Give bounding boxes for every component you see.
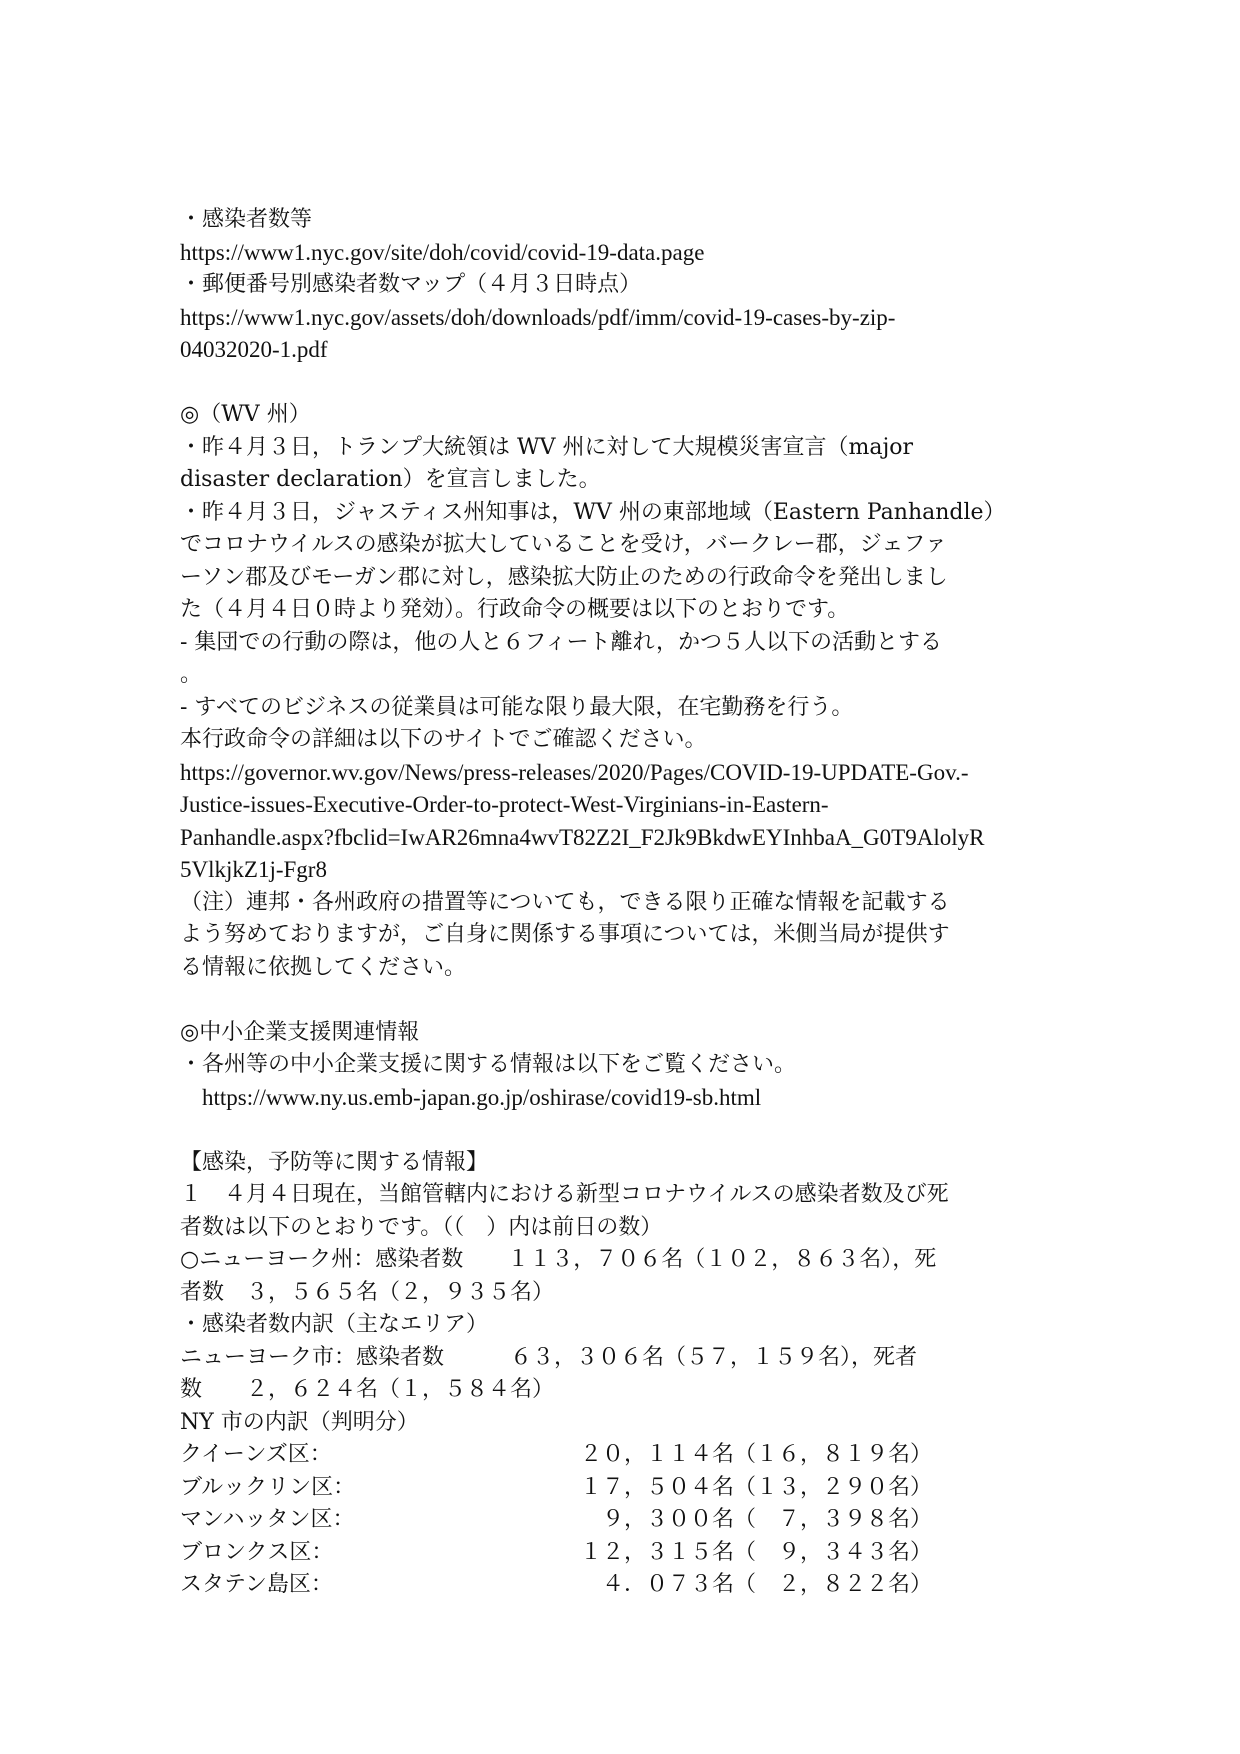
table-row — [180, 1569, 1060, 1602]
borough-count: ９，３００名（ ７，３９８名） — [580, 1507, 933, 1532]
borough-count: １２，３１５名（ ９，３４３名） — [580, 1539, 933, 1565]
wv-paragraph-2-line-2: でコロナウイルスの感染が拡大していることを受け，バークレー郡，ジェファ — [180, 532, 947, 557]
wv-paragraph-1-line-2: disaster declaration）を宣言しました。 — [180, 467, 601, 492]
link-zip-map-line2[interactable]: 04032020-1.pdf — [180, 337, 328, 362]
borough-name: ブロンクス区： — [180, 1539, 334, 1565]
sme-text: ・各州等の中小企業支援に関する情報は以下をご覧ください。 — [180, 1052, 797, 1077]
wv-paragraph-1-line-1: ・昨４月３日，トランプ大統領は WV 州に対して大規模災害宣言（major — [180, 434, 914, 460]
wv-bullet-2: - すべてのビジネスの従業員は可能な限り最大限，在宅勤務を行う。 — [180, 694, 854, 720]
link-wv-governor-line1[interactable]: https://governor.wv.gov/News/press-releases/2020/Pages/COVID-19-UPDATE-Gov.- — [180, 759, 969, 785]
sme-heading: ◎中小企業支援関連情報 — [180, 1019, 420, 1045]
wv-detail-text: 本行政命令の詳細は以下のサイトでご確認ください。 — [180, 727, 707, 752]
spacer — [180, 1114, 1060, 1147]
link-zip-map-line1[interactable]: https://www1.nyc.gov/assets/doh/downloads/pdf/imm/covid-19-cases-by-zip- — [180, 304, 896, 330]
link-sme-support[interactable]: https://www.ny.us.emb-japan.go.jp/oshirase/covid19-sb.html — [202, 1084, 762, 1110]
borough-table — [180, 1439, 1060, 1602]
note-line-2: よう努めておりますが，ご自身に関係する事項については，米側当局が提供す — [180, 922, 950, 947]
borough-name: マンハッタン区： — [180, 1507, 355, 1532]
infection-intro-line-2: 者数は以下のとおりです。（（ ）内は前日の数） — [180, 1214, 663, 1240]
spacer — [180, 367, 1060, 400]
nyc-stats-line-1: ニューヨーク市：感染者数 ６３，３０６名（５７，１５９名），死者 — [180, 1344, 918, 1370]
spacer — [180, 984, 1060, 1017]
nyc-breakdown-heading: NY 市の内訳（判明分） — [180, 1409, 419, 1435]
wv-paragraph-2-line-1: ・昨４月３日，ジャスティス州知事は，WV 州の東部地域（Eastern Panhandle） — [180, 499, 1006, 525]
nys-stats-line-1: ○ニューヨーク州：感染者数 １１３，７０６名（１０２，８６３名），死 — [180, 1247, 937, 1272]
borough-count: １７，５０４名（１３，２９０名） — [580, 1474, 933, 1500]
wv-bullet-1-line-1: - 集団での行動の際は，他の人と６フィート離れ，かつ５人以下の活動とする — [180, 629, 942, 655]
breakdown-heading: ・感染者数内訳（主なエリア） — [180, 1312, 489, 1337]
wv-bullet-1-line-2: 。 — [180, 662, 203, 687]
borough-name: ブルックリン区： — [180, 1474, 356, 1500]
note-line-3: る情報に依拠してください。 — [180, 954, 467, 980]
item-label-zip-map: ・郵便番号別感染者数マップ（４月３日時点） — [180, 272, 642, 297]
link-nyc-data[interactable]: https://www1.nyc.gov/site/doh/covid/covid-19-data.page — [180, 239, 705, 265]
nys-stats-line-2: 者数 ３，５６５名（２，９３５名） — [180, 1279, 555, 1305]
wv-paragraph-2-line-4: た（４月４日０時より発効）。行政命令の概要は以下のとおりです。 — [180, 597, 850, 622]
infection-intro-line-1: １ ４月４日現在，当館管轄内における新型コロナウイルスの感染者数及び死 — [180, 1182, 949, 1207]
table-row — [180, 1504, 1060, 1537]
link-wv-governor-line3[interactable]: Panhandle.aspx?fbclid=IwAR26mna4wvT82Z2I_F2Jk9BkdwEYInhbaA_G0T9AlolyR — [180, 824, 985, 850]
table-row — [180, 1537, 1060, 1570]
table-row — [180, 1439, 1060, 1472]
wv-heading: ◎（WV 州） — [180, 402, 311, 427]
borough-name: スタテン島区： — [180, 1572, 333, 1597]
infection-heading: 【感染，予防等に関する情報】 — [180, 1149, 489, 1175]
nyc-stats-line-2: 数 ２，６２４名（１，５８４名） — [180, 1377, 555, 1402]
link-wv-governor-line4[interactable]: 5VlkjkZ1j-Fgr8 — [180, 857, 327, 882]
table-row — [180, 1472, 1060, 1505]
borough-count: ２０，１１４名（１６，８１９名） — [580, 1442, 933, 1467]
note-line-1: （注）連邦・各州政府の措置等についても，できる限り正確な情報を記載する — [180, 889, 950, 915]
link-wv-governor-line2[interactable]: Justice-issues-Executive-Order-to-protect-West-Virginians-in-Eastern- — [180, 792, 829, 817]
borough-name: クイーンズ区： — [180, 1442, 332, 1467]
borough-count: ４．０７３名（ ２，８２２名） — [580, 1572, 933, 1597]
item-label-case-counts: ・感染者数等 — [180, 207, 313, 232]
wv-paragraph-2-line-3: ーソン郡及びモーガン郡に対し，感染拡大防止のための行政命令を発出しまし — [180, 564, 948, 590]
